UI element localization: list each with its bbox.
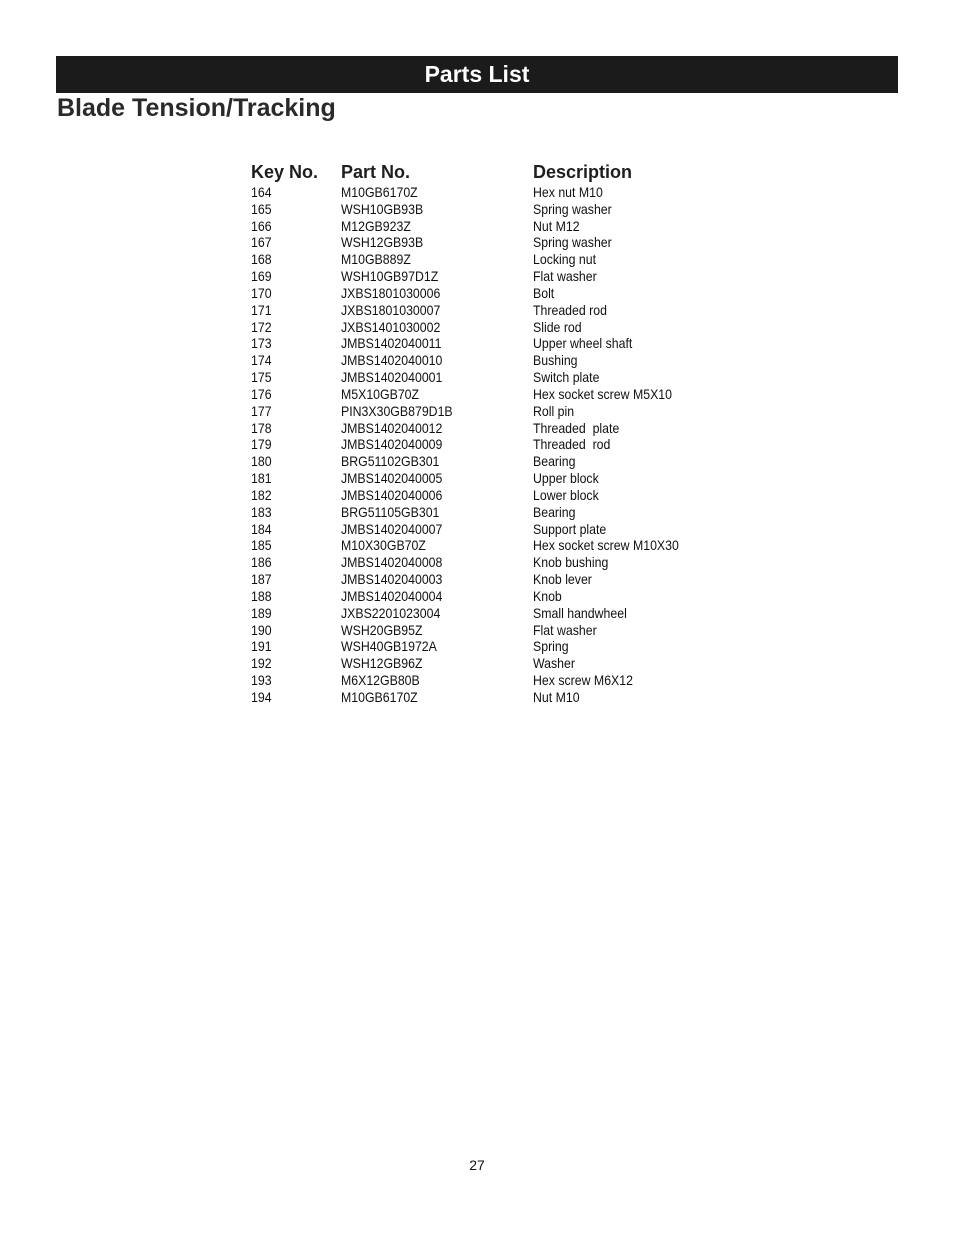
cell-part-no: BRG51105GB301: [341, 503, 440, 520]
cell-part-no: PIN3X30GB879D1B: [341, 402, 453, 419]
page-title: Parts List: [424, 61, 530, 87]
cell-key-no: 182: [251, 486, 272, 503]
table-row: [251, 268, 711, 285]
table-row: [251, 285, 711, 302]
column-header-part-no: Part No.: [341, 162, 411, 182]
cell-key-no: 184: [251, 520, 272, 537]
cell-description: Knob bushing: [533, 554, 609, 571]
cell-part-no: WSH12GB96Z: [341, 655, 423, 672]
cell-key-no: 181: [251, 470, 272, 487]
cell-description: Spring washer: [533, 200, 612, 217]
cell-part-no: WSH12GB93B: [341, 234, 424, 251]
cell-part-no: JMBS1402040001: [341, 369, 443, 386]
cell-key-no: 183: [251, 503, 272, 520]
table-row: [251, 655, 711, 672]
table-row: [251, 605, 711, 622]
cell-description: Upper block: [533, 470, 599, 487]
cell-description: Upper wheel shaft: [533, 335, 633, 352]
cell-part-no: JMBS1402040009: [341, 436, 443, 453]
cell-part-no: JMBS1402040012: [341, 419, 443, 436]
cell-key-no: 173: [251, 335, 272, 352]
section-title: Blade Tension/Tracking: [57, 94, 336, 122]
cell-key-no: 179: [251, 436, 272, 453]
cell-part-no: JMBS1402040008: [341, 554, 443, 571]
table-row: [251, 436, 711, 453]
cell-description: Bushing: [533, 352, 578, 369]
cell-description: Threaded rod: [533, 436, 611, 453]
table-row: [251, 571, 711, 588]
cell-part-no: JMBS1402040011: [341, 335, 442, 352]
cell-description: Knob: [533, 587, 562, 604]
cell-description: Hex socket screw M10X30: [533, 537, 679, 554]
table-row: [251, 403, 711, 420]
table-row: [251, 234, 711, 251]
cell-part-no: BRG51102GB301: [341, 453, 440, 470]
cell-key-no: 169: [251, 268, 272, 285]
table-row: [251, 369, 711, 386]
cell-part-no: JXBS2201023004: [341, 604, 441, 621]
cell-part-no: JMBS1402040010: [341, 352, 443, 369]
table-row: [251, 537, 711, 554]
cell-part-no: WSH10GB93B: [341, 200, 424, 217]
cell-description: Small handwheel: [533, 604, 627, 621]
cell-part-no: JMBS1402040006: [341, 486, 443, 503]
cell-part-no: M10X30GB70Z: [341, 537, 426, 554]
cell-key-no: 177: [251, 402, 272, 419]
cell-key-no: 168: [251, 251, 272, 268]
table-row: [251, 622, 711, 639]
cell-key-no: 193: [251, 672, 272, 689]
cell-description: Hex socket screw M5X10: [533, 385, 672, 402]
cell-description: Slide rod: [533, 318, 582, 335]
cell-description: Locking nut: [533, 251, 597, 268]
cell-key-no: 192: [251, 655, 272, 672]
table-body: [251, 184, 711, 706]
table-row: [251, 453, 711, 470]
table-row: [251, 672, 711, 689]
cell-key-no: 167: [251, 234, 272, 251]
cell-part-no: JMBS1402040003: [341, 571, 443, 588]
table-row: [251, 470, 711, 487]
page-number: 27: [469, 1157, 485, 1173]
cell-key-no: 186: [251, 554, 272, 571]
cell-description: Flat washer: [533, 621, 597, 638]
cell-description: Washer: [533, 655, 575, 672]
cell-description: Support plate: [533, 520, 607, 537]
table-row: [251, 554, 711, 571]
cell-description: Hex nut M10: [533, 184, 603, 200]
table-header-row: [251, 162, 711, 183]
cell-key-no: 172: [251, 318, 272, 335]
cell-key-no: 176: [251, 385, 272, 402]
table-row: [251, 319, 711, 336]
cell-part-no: M10GB6170Z: [341, 184, 418, 200]
parts-table: [251, 162, 711, 706]
table-row: [251, 487, 711, 504]
cell-part-no: WSH20GB95Z: [341, 621, 423, 638]
cell-description: Flat washer: [533, 268, 597, 285]
cell-key-no: 187: [251, 571, 272, 588]
cell-description: Roll pin: [533, 402, 575, 419]
cell-description: Spring washer: [533, 234, 612, 251]
cell-description: Threaded plate: [533, 419, 620, 436]
table-row: [251, 638, 711, 655]
cell-description: Bearing: [533, 503, 576, 520]
cell-part-no: M10GB889Z: [341, 251, 411, 268]
table-row: [251, 521, 711, 538]
table-row: [251, 251, 711, 268]
table-row: [251, 588, 711, 605]
cell-part-no: JMBS1402040005: [341, 470, 443, 487]
cell-key-no: 191: [251, 638, 272, 655]
table-row: [251, 352, 711, 369]
cell-key-no: 188: [251, 587, 272, 604]
parts-list-header-bar: [56, 56, 898, 93]
table-row: [251, 420, 711, 437]
cell-description: Switch plate: [533, 369, 600, 386]
cell-description: Bearing: [533, 453, 576, 470]
cell-description: Bolt: [533, 284, 555, 301]
table-row: [251, 386, 711, 403]
table-row: [251, 504, 711, 521]
cell-description: Nut M12: [533, 217, 580, 234]
table-row: [251, 218, 711, 235]
cell-description: Hex screw M6X12: [533, 672, 633, 689]
cell-description: Threaded rod: [533, 301, 607, 318]
cell-key-no: 178: [251, 419, 272, 436]
table-row: [251, 689, 711, 706]
column-header-key-no: Key No.: [251, 162, 319, 182]
cell-part-no: JXBS1801030006: [341, 284, 441, 301]
cell-key-no: 180: [251, 453, 272, 470]
cell-part-no: JXBS1401030002: [341, 318, 441, 335]
table-row: [251, 302, 711, 319]
cell-part-no: JMBS1402040007: [341, 520, 443, 537]
cell-description: Nut M10: [533, 688, 580, 705]
column-header-description: Description: [533, 162, 633, 182]
cell-part-no: M5X10GB70Z: [341, 385, 420, 402]
cell-key-no: 174: [251, 352, 272, 369]
cell-description: Knob lever: [533, 571, 592, 588]
cell-part-no: M12GB923Z: [341, 217, 411, 234]
table-row: [251, 201, 711, 218]
cell-key-no: 190: [251, 621, 272, 638]
table-row: [251, 184, 711, 201]
cell-key-no: 170: [251, 284, 272, 301]
cell-key-no: 185: [251, 537, 272, 554]
cell-part-no: M6X12GB80B: [341, 672, 420, 689]
cell-part-no: JMBS1402040004: [341, 587, 443, 604]
cell-part-no: WSH40GB1972A: [341, 638, 437, 655]
cell-key-no: 165: [251, 200, 272, 217]
cell-key-no: 171: [251, 301, 272, 318]
cell-part-no: JXBS1801030007: [341, 301, 441, 318]
cell-key-no: 164: [251, 184, 272, 200]
cell-key-no: 166: [251, 217, 272, 234]
cell-part-no: M10GB6170Z: [341, 688, 418, 705]
cell-description: Lower block: [533, 486, 599, 503]
table-row: [251, 335, 711, 352]
cell-description: Spring: [533, 638, 569, 655]
cell-key-no: 189: [251, 604, 272, 621]
cell-part-no: WSH10GB97D1Z: [341, 268, 439, 285]
cell-key-no: 194: [251, 688, 272, 705]
cell-key-no: 175: [251, 369, 272, 386]
